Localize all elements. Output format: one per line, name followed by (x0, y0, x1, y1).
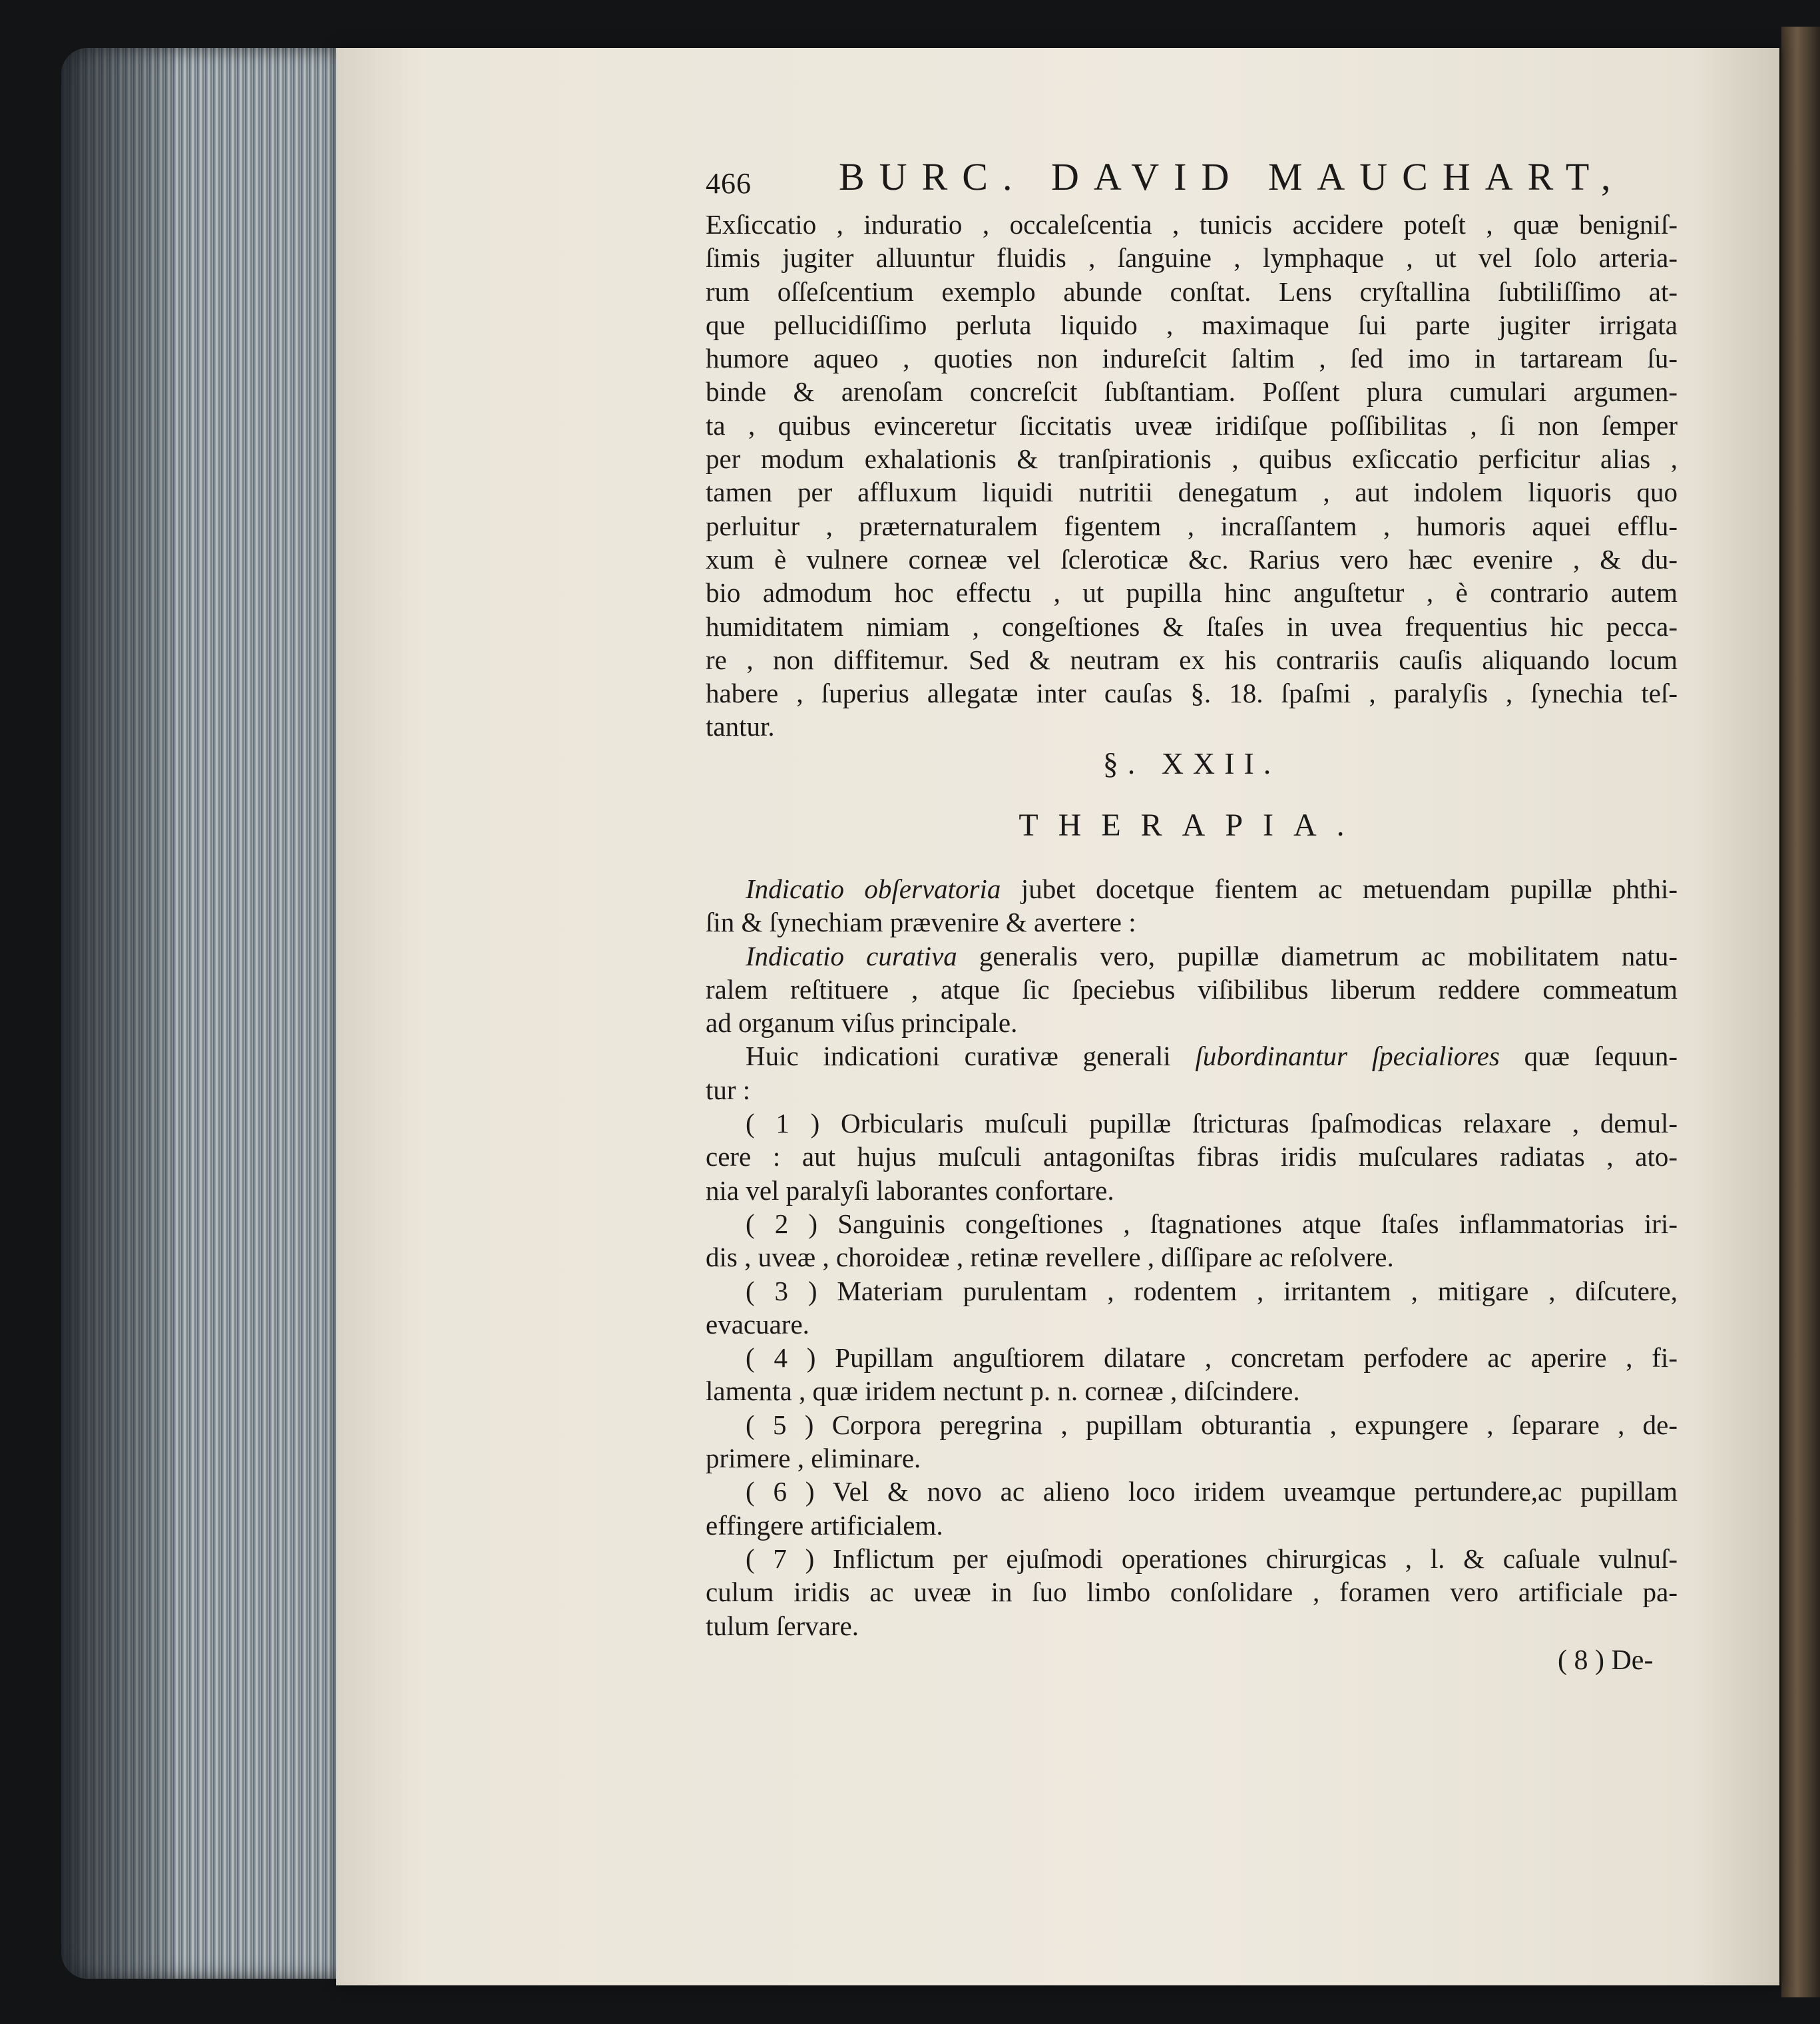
section-title: THERAPIA. (1019, 808, 1365, 843)
text-line: ſimis jugiter alluuntur fluidis , ſanguine , lymphaque , ut vel ſolo arteria- (706, 242, 1678, 274)
indicatio-curativa-line (706, 939, 1678, 973)
running-head (706, 154, 1678, 201)
running-title: BURC. DAVID MAUCHART, (839, 155, 1626, 198)
text-line: evacuare. (706, 1308, 809, 1340)
italic-term: Indicatio curativa (746, 940, 957, 971)
text-line: dis , uveæ , choroideæ , retinæ revellere , diſſipare ac reſolvere. (706, 1242, 1394, 1273)
text-line: culum iridis ac uveæ in ſuo limbo conſolidare , foramen vero artificiale pa- (706, 1577, 1678, 1608)
list-item-4: ( 4 ) Pupillam anguſtiorem dilatare , concretam perfodere ac aperire , fi- (746, 1342, 1678, 1374)
text-line: effingere artificialem. (706, 1509, 943, 1541)
text-line: perluitur , præternaturalem figentem , incraſſantem , humoris aquei efflu- (706, 510, 1678, 541)
text-line: tulum ſervare. (706, 1610, 859, 1641)
text-line: ralem reſtituere , atque ſic ſpeciebus viſibilibus liberum reddere commeatum (706, 973, 1678, 1005)
text-run: Huic indicationi curativæ generali (746, 1041, 1196, 1072)
text-line: re , non diffitemur. Sed & neutram ex his contrariis cauſis aliquando locum (706, 644, 1678, 675)
text-line: tamen per affluxum liquidi nutritii denegatum , aut indolem liquoris quo (706, 477, 1678, 508)
text-line: lamenta , quæ iridem nectunt p. n. corneæ , diſcindere. (706, 1376, 1300, 1407)
text-line: nia vel paralyſi laborantes confortare. (706, 1174, 1114, 1206)
facing-page-edge (1781, 27, 1820, 1997)
italic-term: ſubordinantur ſpecialiores (1195, 1041, 1500, 1072)
text-line: ſin & ſynechiam prævenire & avertere : (706, 907, 1136, 938)
italic-term: Indicatio obſervatoria (746, 874, 1001, 904)
text-line: ad organum viſus principale. (706, 1007, 1018, 1039)
text-line: tantur. (706, 711, 775, 742)
list-item-7: ( 7 ) Inflictum per ejuſmodi operationes chirurgicas , l. & caſuale vulnuſ- (746, 1543, 1678, 1574)
text-line: per modum exhalationis & tranſpirationis , quibus exſiccatio perficitur alias , (706, 443, 1678, 475)
list-item-5: ( 5 ) Corpora peregrina , pupillam obturantia , expungere , ſeparare , de- (746, 1409, 1678, 1440)
text-line: humore aqueo , quoties non indureſcit ſaltim , ſed imo in tartaream ſu- (706, 343, 1678, 374)
text-line: tur : (706, 1074, 751, 1105)
text-line: binde & arenoſam concreſcit ſubſtantiam. Poſſent plura cumulari argumen- (706, 376, 1678, 407)
text-run: generalis vero, pupillæ diametrum ac mobilitatem natu- (957, 940, 1678, 971)
text-line: primere , eliminare. (706, 1443, 921, 1474)
text-line: xum è vulnere corneæ vel ſcleroticæ &c. Rarius vero hæc evenire , & du- (706, 543, 1678, 575)
catchword: ( 8 ) De- (1558, 1645, 1654, 1676)
text-line: bio admodum hoc effectu , ut pupilla hinc anguſtetur , è contrario autem (706, 577, 1678, 609)
text-line: habere , ſuperius allegatæ inter cauſas §. 18. ſpaſmi , paralyſis , ſynechia teſ- (706, 678, 1678, 709)
text-line: ta , quibus evinceretur ſiccitatis uveæ iridiſque poſſibilitas , ſi non ſemper (706, 409, 1678, 441)
paragraph-exsiccatio (706, 208, 1678, 744)
book-edge-shadow (61, 48, 174, 1979)
text-run: quæ ſequun- (1499, 1041, 1678, 1072)
text-line: cere : aut hujus muſculi antagoniſtas fibras iridis muſculares radiatas , ato- (706, 1141, 1678, 1172)
list-item-3: ( 3 ) Materiam purulentam , rodentem , irritantem , mitigare , diſcutere, (746, 1275, 1678, 1306)
text-line: rum oſſeſcentium exemplo abunde conſtat. Lens cryſtallina ſubtiliſſimo at- (706, 276, 1678, 307)
text-line: que pellucidiſſimo perluta liquido , maximaque ſui parte jugiter irrigata (706, 309, 1678, 340)
list-item-6: ( 6 ) Vel & novo ac alieno loco iridem uveamque pertundere,ac pupillam (746, 1476, 1678, 1507)
text-line: Exſiccatio , induratio , occaleſcentia , tunicis accidere poteſt , quæ benigniſ- (706, 209, 1678, 240)
list-item-2: ( 2 ) Sanguinis congeſtiones , ſtagnationes atque ſtaſes inflammatorias iri- (746, 1208, 1678, 1239)
section-number: §. XXII. (1102, 746, 1281, 780)
text-run: jubet docetque fientem ac metuendam pupillæ phthi- (1001, 874, 1678, 904)
list-item-1: ( 1 ) Orbicularis muſculi pupillæ ſtricturas ſpaſmodicas relaxare , demul- (746, 1108, 1678, 1139)
subordinantur-line (706, 1039, 1678, 1073)
page-number: 466 (706, 167, 752, 200)
therapia-text (706, 872, 1678, 1643)
indicatio-observatoria-line (706, 872, 1678, 905)
text-line: humiditatem nimiam , congeſtiones & ſtaſes in uvea frequentius hic pecca- (706, 611, 1678, 642)
